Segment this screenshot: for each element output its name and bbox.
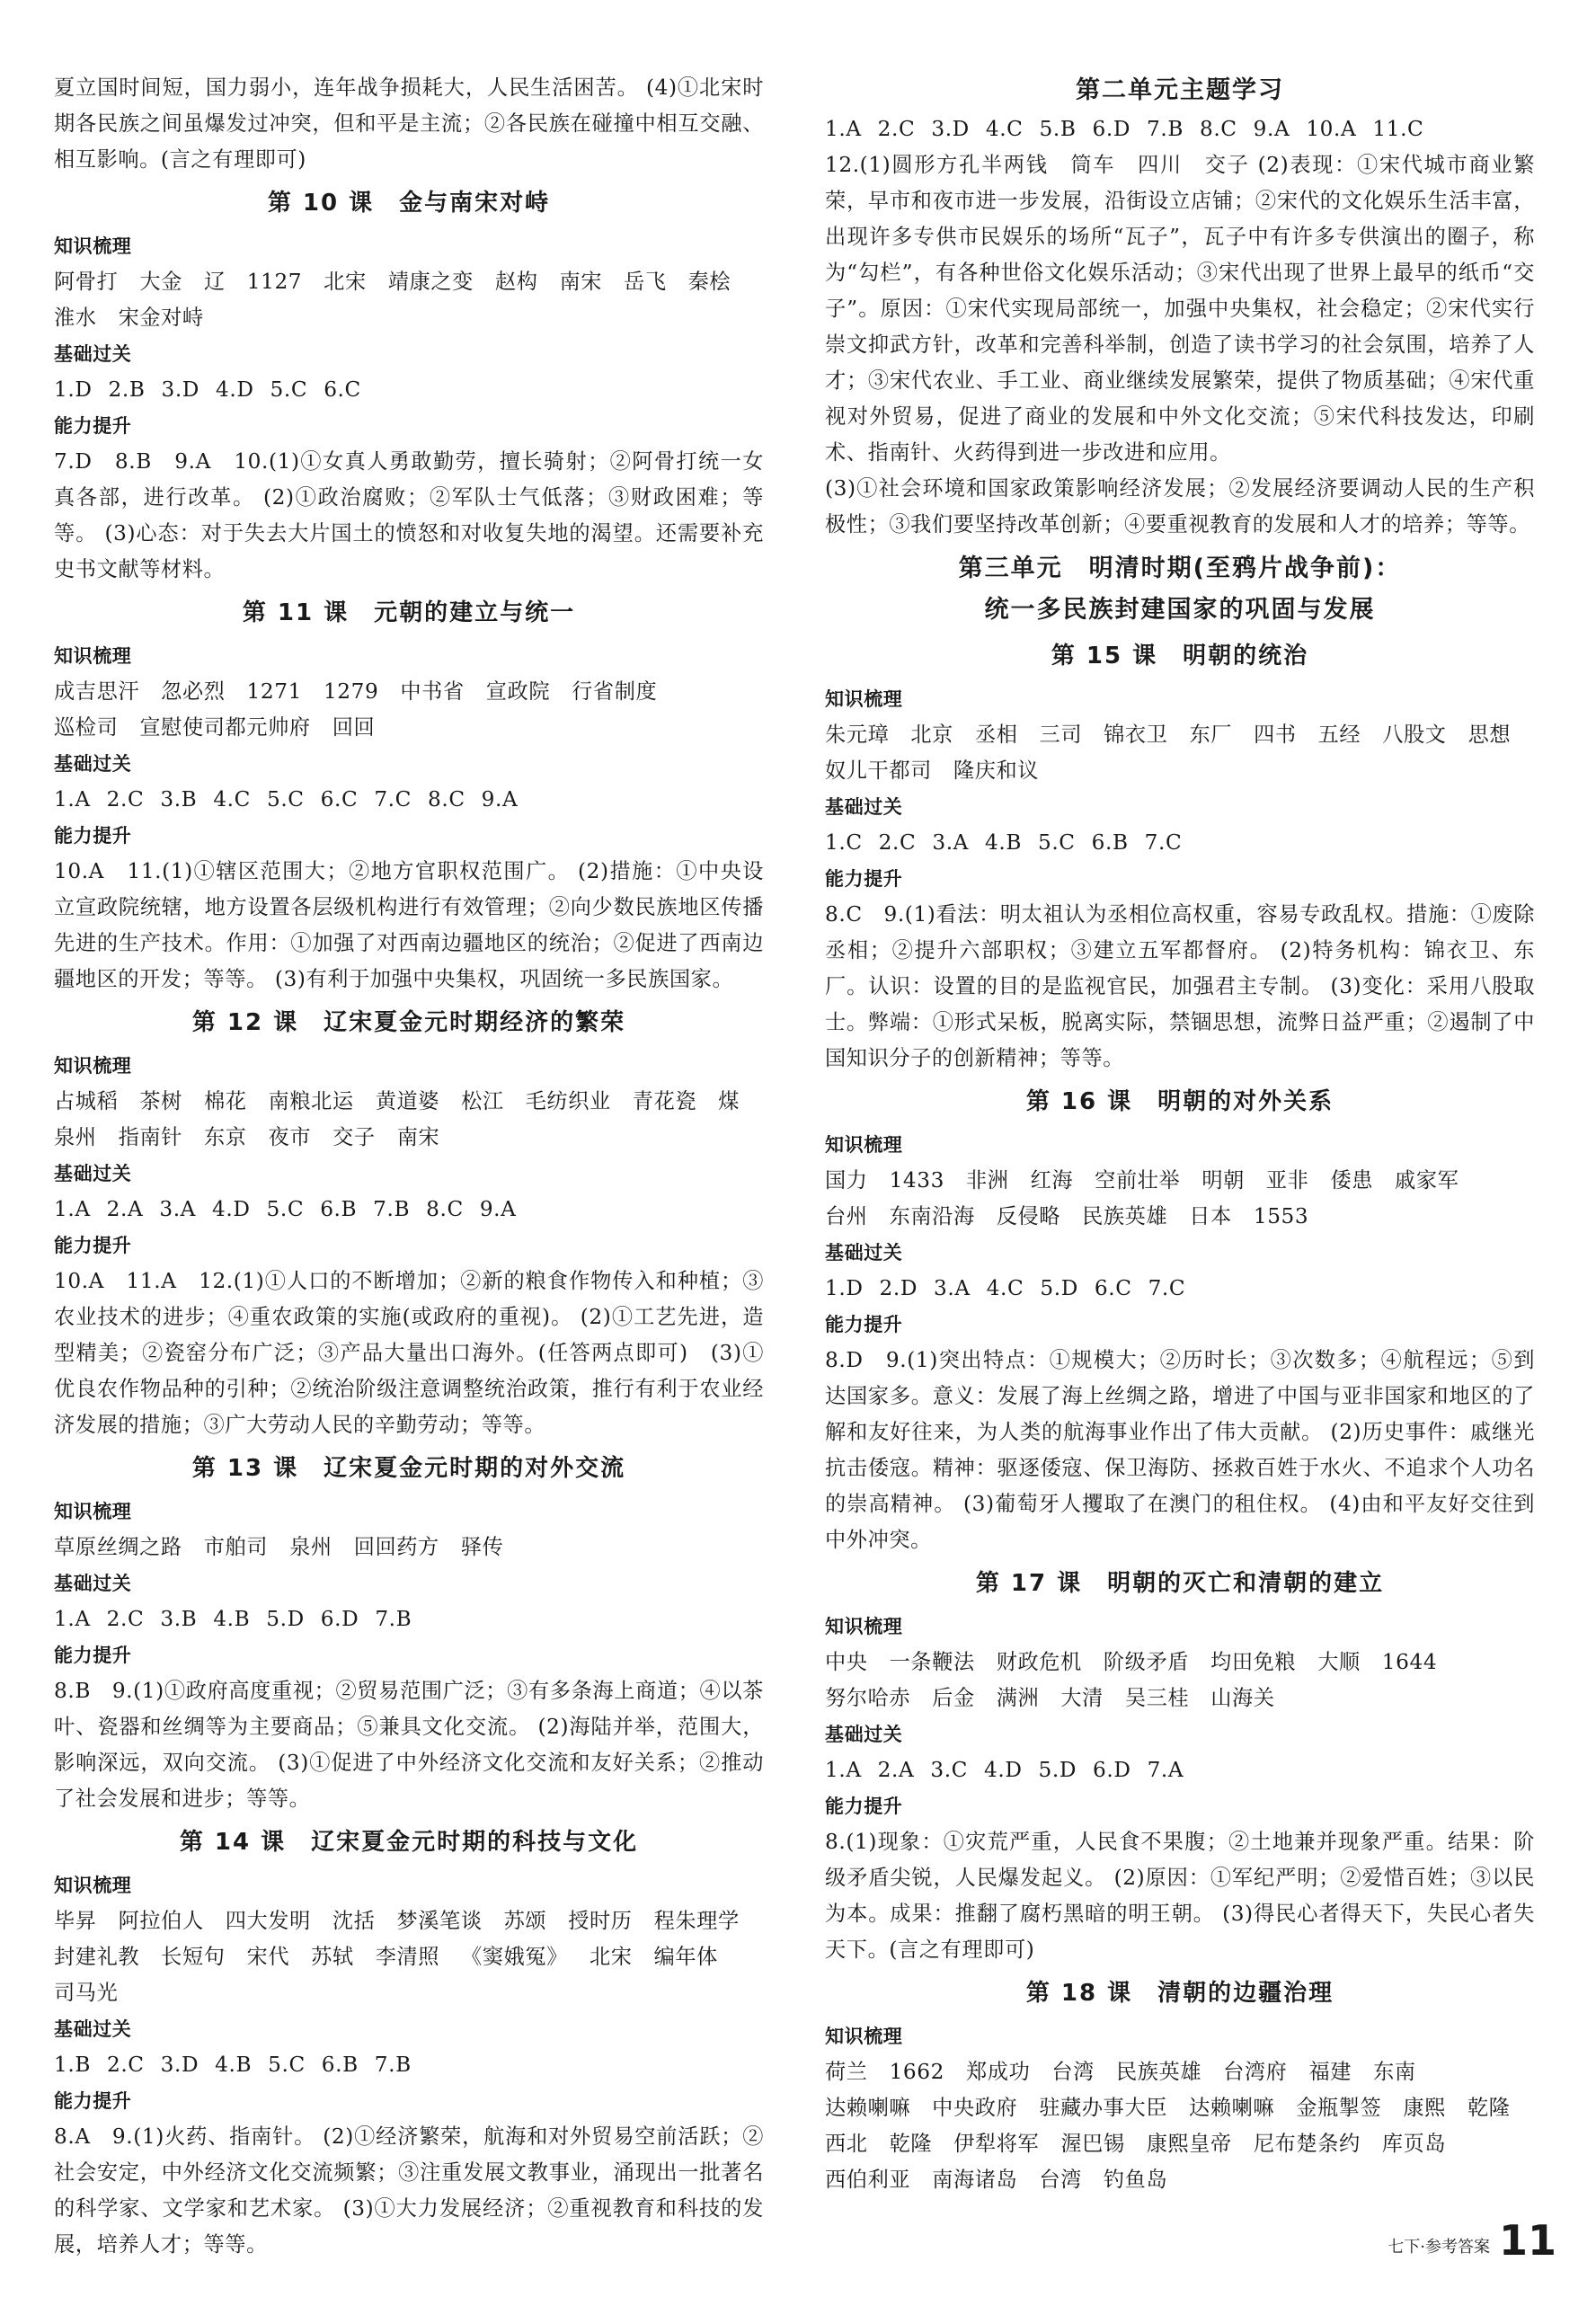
- lesson-10-terms-item: 淮水: [54, 306, 97, 330]
- lesson-14-basic-answers-item: 7.B: [374, 2053, 412, 2077]
- unit-2-answers-item: 8.C: [1199, 117, 1237, 141]
- ability-heading: 能力提升: [825, 868, 903, 890]
- knowledge-heading: 知识梳理: [825, 1134, 903, 1156]
- lesson-12-basic-answers-item: 3.A: [159, 1197, 197, 1221]
- lesson-16-terms-item: 倭患: [1330, 1168, 1374, 1193]
- lesson-10-terms-item: 1127: [246, 270, 303, 294]
- lesson-12-terms-item: 交子: [332, 1125, 376, 1149]
- lesson-15-terms-item: 思想: [1467, 723, 1512, 747]
- unit-2-answer-12: 12.(1)圆形方孔半两钱 筒车 四川 交子 (2)表现：①宋代城市商业繁荣，早市和夜市进一步发展，沿街设立店铺；②宋代的文化娱乐生活丰富，出现许多专供市民娱乐的场所“瓦子”，瓦子中有许多专供演出的圈子，称为“勾栏”，有各种世俗文化娱乐活动；③宋代出现了世界上最早的纸币“交子”。原因：①宋代实现局部统一，加强中央集权，社会稳定；②宋代实行崇文抑武方针，改革和完善科举制，创造了读书学习的社会氛围，培养了人才；③宋代农业、手工业、商业继续发展繁荣，提供了物质基础；④宋代重视对外贸易，促进了商业的发展和中外文化交流；⑤宋代科技发达，印刷术、指南针、火药得到进一步改进和应用。: [825, 153, 1535, 465]
- lesson-13-basic-answers-item: 6.D: [320, 1607, 359, 1631]
- intro-paragraph: 夏立国时间短，国力弱小，连年战争损耗大，人民生活困苦。 (4)①北宋时期各民族之间虽爆发过冲突，但和平是主流；②各民族在碰撞中相互交融、相互影响。(言之有理即可): [54, 75, 764, 172]
- lesson-10-basic-answers-item: 6.C: [324, 377, 361, 402]
- unit-3-title-line2: 统一多民族封建国家的巩固与发展: [984, 596, 1376, 624]
- lesson-17-terms-item: 中央: [825, 1650, 868, 1674]
- lesson-18-terms-item: 尼布楚条约: [1253, 2132, 1361, 2156]
- lesson-15-terms-item: 锦衣卫: [1104, 723, 1168, 747]
- unit-2-answers-item: 11.C: [1372, 117, 1424, 141]
- lesson-12-basic-answers-item: 4.D: [212, 1197, 251, 1221]
- lesson-14-ability-answers: 8.A 9.(1)火药、指南针。 (2)①经济繁荣，航海和对外贸易空前活跃；②社会安定，中外经济文化交流频繁；③注重发展文教事业，涌现出一批著名的科学家、文学家和艺术家。 (3)①大力发展经济；②重视教育和科技的发展，培养人才；等等。: [54, 2124, 764, 2257]
- lesson-14-terms-item: 宋代: [246, 1945, 290, 1969]
- lesson-13-terms: [54, 1530, 764, 1565]
- lesson-16-basic-answers: [825, 1271, 1535, 1307]
- lesson-15-terms-item: 朱元璋: [825, 723, 890, 747]
- lesson-16-basic-answers-item: 3.A: [934, 1276, 971, 1300]
- lesson-17-terms-item: 山海关: [1210, 1686, 1275, 1710]
- knowledge-heading: 知识梳理: [825, 2026, 903, 2047]
- lesson-12-terms-item: 指南针: [118, 1125, 182, 1149]
- knowledge-heading: 知识梳理: [54, 1501, 132, 1522]
- lesson-10-terms-item: 秦桧: [687, 270, 732, 294]
- lesson-17-terms-item: 阶级矛盾: [1103, 1650, 1190, 1674]
- lesson-13-terms-item: 泉州: [289, 1535, 332, 1559]
- basic-heading: 基础过关: [825, 796, 903, 818]
- lesson-17-terms-item: 大清: [1060, 1686, 1104, 1710]
- lesson-17-basic-answers-item: 3.C: [930, 1758, 969, 1782]
- lesson-17-terms-item: 满洲: [996, 1686, 1040, 1710]
- lesson-10-terms-item: 大金: [139, 270, 182, 294]
- lesson-16-basic-answers-item: 7.C: [1148, 1276, 1186, 1300]
- lesson-14-terms-item: 《窦娥冤》: [461, 1945, 568, 1969]
- lesson-18-terms-item: 库页岛: [1381, 2132, 1447, 2156]
- lesson-12-terms-item: 泉州: [54, 1125, 97, 1149]
- lesson-15-terms-item: 四书: [1254, 723, 1297, 747]
- lesson-10-basic-answers: [54, 372, 764, 408]
- ability-heading: 能力提升: [54, 415, 132, 437]
- lesson-11-title: 第 11 课 元朝的建立与统一: [242, 599, 576, 626]
- lesson-18-terms-item: 达赖喇嘛: [825, 2096, 911, 2120]
- lesson-11-basic-answers-item: 4.C: [213, 787, 251, 811]
- lesson-18-terms-item: 康熙皇帝: [1146, 2132, 1232, 2156]
- lesson-17-terms-item: 大顺: [1317, 1650, 1361, 1674]
- lesson-12-basic-answers-item: 2.A: [106, 1197, 144, 1221]
- lesson-14-basic-answers: [54, 2047, 764, 2083]
- lesson-16-terms-item: 反侵略: [996, 1204, 1061, 1228]
- knowledge-heading: 知识梳理: [54, 645, 132, 667]
- lesson-18-terms-item: 乾隆: [1467, 2096, 1511, 2120]
- lesson-12-terms-item: 东京: [203, 1125, 247, 1149]
- lesson-12-basic-answers-item: 8.C: [426, 1197, 464, 1221]
- lesson-15-basic-answers-item: 5.C: [1037, 830, 1076, 855]
- lesson-12-basic-answers-item: 7.B: [373, 1197, 411, 1221]
- page-footer: [1341, 2209, 1556, 2263]
- lesson-10-basic-answers-item: 2.B: [108, 377, 146, 402]
- lesson-10-terms-item: 靖康之变: [387, 270, 474, 294]
- lesson-14-basic-answers-item: 4.B: [215, 2053, 253, 2077]
- lesson-13-basic-answers-item: 4.B: [213, 1607, 251, 1631]
- lesson-15-basic-answers-item: 4.B: [985, 830, 1022, 855]
- lesson-10-terms-item: 阿骨打: [54, 270, 119, 294]
- unit-3-title-line1: 第三单元 明清时期(至鸦片战争前)：: [958, 554, 1402, 582]
- lesson-10-terms-item: 赵构: [494, 270, 538, 294]
- lesson-14-terms-item: 程朱理学: [653, 1909, 740, 1933]
- ability-heading: 能力提升: [825, 1314, 903, 1335]
- lesson-17-terms-item: 一条鞭法: [889, 1650, 975, 1674]
- lesson-12-basic-answers: [54, 1192, 764, 1228]
- lesson-12-terms: [54, 1084, 764, 1156]
- lesson-12-basic-answers-item: 1.A: [54, 1197, 91, 1221]
- lesson-16-terms-item: 亚非: [1265, 1168, 1309, 1193]
- lesson-12-terms-item: 青花瓷: [632, 1089, 697, 1113]
- lesson-13-basic-answers-item: 7.B: [375, 1607, 412, 1631]
- unit-2-theme-title: 第二单元主题学习: [1076, 76, 1284, 104]
- knowledge-heading: 知识梳理: [54, 1055, 132, 1077]
- lesson-18-terms-item: 西北: [825, 2132, 868, 2156]
- ability-heading: 能力提升: [825, 1796, 903, 1817]
- unit-2-answers-item: 4.C: [985, 117, 1024, 141]
- unit-2-answers-item: 6.D: [1092, 117, 1131, 141]
- lesson-17-terms: [825, 1645, 1535, 1716]
- basic-heading: 基础过关: [54, 753, 132, 775]
- lesson-16-terms-item: 1553: [1253, 1204, 1309, 1228]
- lesson-15-title: 第 15 课 明朝的统治: [1051, 643, 1309, 670]
- lesson-12-ability-answers: 10.A 11.A 12.(1)①人口的不断增加；②新的粮食作物传入和种植；③农业技术的进步；④重农政策的实施(或政府的重视)。 (2)①工艺先进，造型精美；②瓷窑分布广泛；③产品大量出口海外。(任答两点即可) (3)①优良农作物品种的引种；②统治阶级注意调整统治政策，推行有利于农业经济发展的措施；③广大劳动人民的辛勤劳动；等等。: [54, 1269, 764, 1437]
- unit-2-answers-item: 2.C: [877, 117, 916, 141]
- lesson-15-basic-answers: [825, 825, 1535, 861]
- lesson-16-terms-item: 国力: [825, 1168, 868, 1193]
- lesson-14-basic-answers-item: 1.B: [54, 2053, 91, 2077]
- lesson-17-basic-answers: [825, 1752, 1535, 1788]
- lesson-10-ability-answers: 7.D 8.B 9.A 10.(1)①女真人勇敢勤劳，擅长骑射；②阿骨打统一女真各部，进行改革。 (2)①政治腐败；②军队士气低落；③财政困难；等等。 (3)心态：对于失去大片国土的愤怒和对收复失地的渴望。还需要补充史书文献等材料。: [54, 449, 764, 581]
- lesson-14-basic-answers-item: 5.C: [268, 2053, 306, 2077]
- lesson-14-terms-item: 四大发明: [225, 1909, 311, 1933]
- lesson-14-terms-item: 沈括: [332, 1909, 376, 1933]
- lesson-13-title: 第 13 课 辽宋夏金元时期的对外交流: [191, 1455, 626, 1482]
- lesson-15-terms-item: 五经: [1317, 723, 1361, 747]
- lesson-17-basic-answers-item: 1.A: [825, 1758, 862, 1782]
- knowledge-heading: 知识梳理: [54, 235, 132, 257]
- lesson-15-basic-answers-item: 2.C: [878, 830, 917, 855]
- lesson-18-terms-item: 荷兰: [825, 2060, 868, 2084]
- lesson-15-terms-item: 八股文: [1382, 723, 1447, 747]
- ability-heading: 能力提升: [54, 825, 132, 847]
- knowledge-heading: 知识梳理: [825, 688, 903, 710]
- lesson-10-terms-item: 宋金对峙: [118, 306, 204, 330]
- basic-heading: 基础过关: [54, 1163, 132, 1184]
- lesson-16-ability-answers: 8.D 9.(1)突出特点：①规模大；②历时长；③次数多；④航程远；⑤到达国家多。意义：发展了海上丝绸之路，增进了中国与亚非国家和地区的了解和友好往来，为人类的航海事业作出了伟大贡献。 (2)历史事件：戚继光抗击倭寇。精神：驱逐倭寇、保卫海防、拯救百姓于水火、不追求个人功名的崇高精神。 (3)葡萄牙人攫取了在澳门的租住权。 (4)由和平友好交往到中外冲突。: [825, 1348, 1535, 1552]
- lesson-16-basic-answers-item: 1.D: [825, 1276, 864, 1300]
- lesson-11-basic-answers-item: 5.C: [266, 787, 305, 811]
- lesson-15-terms-item: 北京: [910, 723, 953, 747]
- lesson-15-basic-answers-item: 3.A: [932, 830, 970, 855]
- lesson-13-terms-item: 回回药方: [353, 1535, 439, 1559]
- unit-2-answers-item: 5.B: [1039, 117, 1077, 141]
- lesson-11-basic-answers-item: 6.C: [320, 787, 359, 811]
- lesson-13-basic-answers-item: 3.B: [160, 1607, 198, 1631]
- knowledge-heading: 知识梳理: [54, 1875, 132, 1896]
- lesson-15-terms-item: 隆庆和议: [953, 758, 1040, 783]
- lesson-17-basic-answers-item: 7.A: [1147, 1758, 1184, 1782]
- lesson-11-basic-answers-item: 3.B: [160, 787, 198, 811]
- lesson-12-terms-item: 毛纺织业: [525, 1089, 611, 1113]
- lesson-16-terms-item: 日本: [1189, 1204, 1232, 1228]
- lesson-12-terms-item: 茶树: [139, 1089, 182, 1113]
- lesson-12-terms-item: 黄道婆: [375, 1089, 440, 1113]
- footer-label: 七下·参考答案: [1388, 2238, 1490, 2257]
- lesson-17-terms-item: 1644: [1381, 1650, 1438, 1674]
- lesson-11-terms-item: 中书省: [400, 679, 465, 704]
- lesson-14-terms-item: 毕昇: [54, 1909, 97, 1933]
- lesson-18-terms-item: 台湾: [1051, 2060, 1095, 2084]
- lesson-17-terms-item: 吴三桂: [1124, 1686, 1190, 1710]
- lesson-18-terms-item: 中央政府: [932, 2096, 1018, 2120]
- basic-heading: 基础过关: [825, 1242, 903, 1264]
- lesson-13-ability-answers: 8.B 9.(1)①政府高度重视；②贸易范围广泛；③有多条海上商道；④以茶叶、瓷器和丝绸等为主要商品；⑤兼具文化交流。 (2)海陆并举，范围大，影响深远，双向交流。 (3)①促进了中外经济文化交流和友好关系；②推动了社会发展和进步；等等。: [54, 1679, 764, 1811]
- lesson-18-terms-item: 1662: [889, 2060, 944, 2084]
- basic-heading: 基础过关: [54, 343, 132, 365]
- lesson-16-basic-answers-item: 5.D: [1040, 1276, 1078, 1300]
- lesson-16-terms-item: 民族英雄: [1082, 1204, 1168, 1228]
- lesson-16-terms-item: 红海: [1030, 1168, 1074, 1193]
- ability-heading: 能力提升: [54, 1235, 132, 1256]
- lesson-12-basic-answers-item: 5.C: [266, 1197, 305, 1221]
- lesson-15-ability-answers: 8.C 9.(1)看法：明太祖认为丞相位高权重，容易专政乱权。措施：①废除丞相；②提升六部职权；③建立五军都督府。 (2)特务机构：锦衣卫、东厂。认识：设置的目的是监视官民，加强君主专制。 (3)变化：采用八股取士。弊端：①形式呆板，脱离实际，禁锢思想，流弊日益严重；②遏制了中国知识分子的创新精神；等等。: [825, 902, 1535, 1070]
- lesson-16-basic-answers-item: 6.C: [1094, 1276, 1132, 1300]
- lesson-14-terms-item: 司马光: [54, 1981, 119, 2005]
- left-column: [54, 70, 764, 2263]
- lesson-13-basic-answers-item: 2.C: [106, 1607, 145, 1631]
- lesson-14-terms-item: 阿拉伯人: [118, 1909, 204, 1933]
- lesson-16-terms-item: 1433: [889, 1168, 944, 1193]
- lesson-11-terms-item: 巡检司: [54, 715, 119, 740]
- lesson-14-terms-item: 授时历: [568, 1909, 633, 1933]
- lesson-10-terms-item: 辽: [203, 270, 226, 294]
- unit-2-answers-item: 1.A: [825, 117, 862, 141]
- lesson-11-ability-answers: 10.A 11.(1)①辖区范围大；②地方官职权范围广。 (2)措施：①中央设立宣政院统辖，地方设置各层级机构进行有效管理；②向少数民族地区传播先进的生产技术。作用：①加强了对西南边疆地区的统治；②促进了西南边疆地区的开发；等等。 (3)有利于加强中央集权，巩固统一多民族国家。: [54, 859, 764, 991]
- right-column: [825, 70, 1535, 2198]
- lesson-18-terms-item: 乾隆: [889, 2132, 933, 2156]
- lesson-18-terms-item: 台湾: [1039, 2168, 1082, 2192]
- lesson-16-terms-item: 非洲: [966, 1168, 1009, 1193]
- lesson-15-terms-item: 奴儿干都司: [825, 758, 932, 783]
- lesson-16-terms-item: 明朝: [1201, 1168, 1245, 1193]
- ability-heading: 能力提升: [54, 2090, 132, 2112]
- lesson-12-terms-item: 夜市: [268, 1125, 312, 1149]
- unit-2-answers-item: 3.D: [931, 117, 970, 141]
- unit-2-answers-item: 7.B: [1147, 117, 1184, 141]
- lesson-18-terms-item: 驻藏办事大臣: [1039, 2096, 1168, 2120]
- lesson-14-basic-answers-item: 3.D: [160, 2053, 200, 2077]
- lesson-15-basic-answers-item: 7.C: [1144, 830, 1183, 855]
- lesson-15-basic-answers-item: 6.B: [1091, 830, 1129, 855]
- unit-2-answers-item: 10.A: [1306, 117, 1357, 141]
- lesson-18-terms-item: 台湾府: [1223, 2060, 1288, 2084]
- lesson-18-terms-item: 康熙: [1403, 2096, 1446, 2120]
- lesson-11-basic-answers-item: 8.C: [428, 787, 466, 811]
- lesson-18-terms-item: 民族英雄: [1115, 2060, 1202, 2084]
- lesson-17-basic-answers-item: 4.D: [984, 1758, 1023, 1782]
- lesson-11-terms-item: 成吉思汗: [54, 679, 140, 704]
- basic-heading: 基础过关: [54, 1573, 132, 1594]
- lesson-15-terms-item: 东厂: [1189, 723, 1233, 747]
- ability-heading: 能力提升: [54, 1645, 132, 1666]
- lesson-11-basic-answers: [54, 782, 764, 818]
- lesson-17-basic-answers-item: 6.D: [1093, 1758, 1131, 1782]
- lesson-10-basic-answers-item: 3.D: [161, 377, 200, 402]
- lesson-13-terms-item: 草原丝绸之路: [54, 1535, 182, 1559]
- lesson-15-terms-item: 三司: [1039, 723, 1083, 747]
- lesson-12-basic-answers-item: 6.B: [320, 1197, 358, 1221]
- lesson-10-terms-item: 岳飞: [624, 270, 667, 294]
- lesson-16-title: 第 16 课 明朝的对外关系: [1025, 1088, 1334, 1115]
- lesson-16-terms-item: 东南沿海: [889, 1204, 975, 1228]
- lesson-18-terms: [825, 2054, 1535, 2198]
- lesson-10-title: 第 10 课 金与南宋对峙: [267, 190, 551, 217]
- lesson-18-terms-item: 达赖喇嘛: [1189, 2096, 1275, 2120]
- lesson-16-basic-answers-item: 2.D: [879, 1276, 918, 1300]
- lesson-14-terms-item: 苏颂: [503, 1909, 547, 1933]
- lesson-17-basic-answers-item: 5.D: [1038, 1758, 1077, 1782]
- lesson-14-terms-item: 梦溪笔谈: [396, 1909, 483, 1933]
- lesson-17-basic-answers-item: 2.A: [877, 1758, 915, 1782]
- lesson-11-terms-item: 宣慰使司都元帅府: [139, 715, 311, 740]
- lesson-10-terms-item: 北宋: [324, 270, 367, 294]
- lesson-15-terms: [825, 717, 1535, 789]
- lesson-16-terms-item: 台州: [825, 1204, 868, 1228]
- lesson-13-basic-answers-item: 5.D: [266, 1607, 305, 1631]
- lesson-18-terms-item: 金瓶掣签: [1296, 2096, 1382, 2120]
- lesson-14-basic-answers-item: 2.C: [106, 2053, 145, 2077]
- unit-2-answer-12-part3: (3)①社会环境和国家政策影响经济发展；②发展经济要调动人民的生产积极性；③我们要坚持改革创新；④要重视教育的发展和人才的培养；等等。: [825, 476, 1535, 537]
- lesson-13-basic-answers: [54, 1601, 764, 1637]
- lesson-17-ability-answers: 8.(1)现象：①灾荒严重，人民食不果腹；②土地兼并现象严重。结果：阶级矛盾尖锐，人民爆发起义。 (2)原因：①军纪严明；②爱惜百姓；③以民为本。成果：推翻了腐朽黑暗的明王朝。 (3)得民心者得天下，失民心者失天下。(言之有理即可): [825, 1830, 1535, 1962]
- lesson-18-terms-item: 伊犁将军: [953, 2132, 1040, 2156]
- lesson-10-basic-answers-item: 4.D: [216, 377, 254, 402]
- lesson-10-basic-answers-item: 5.C: [270, 377, 308, 402]
- lesson-11-terms-item: 宣政院: [485, 679, 551, 704]
- lesson-18-terms-item: 渥巴锡: [1060, 2132, 1125, 2156]
- lesson-11-terms-item: 1271: [246, 679, 302, 704]
- lesson-17-terms-item: 后金: [932, 1686, 975, 1710]
- lesson-17-terms-item: 财政危机: [996, 1650, 1082, 1674]
- lesson-13-basic-answers-item: 1.A: [54, 1607, 91, 1631]
- lesson-17-terms-item: 均田免粮: [1210, 1650, 1297, 1674]
- lesson-11-basic-answers-item: 1.A: [54, 787, 91, 811]
- lesson-18-terms-item: 福建: [1308, 2060, 1352, 2084]
- lesson-13-terms-item: 市舶司: [203, 1535, 269, 1559]
- unit-2-answers: [825, 111, 1535, 147]
- lesson-14-terms-item: 北宋: [590, 1945, 633, 1969]
- lesson-14-terms-item: 苏轼: [311, 1945, 354, 1969]
- lesson-11-terms-item: 忽必烈: [161, 679, 226, 704]
- lesson-13-terms-item: 驿传: [460, 1535, 504, 1559]
- lesson-17-title: 第 17 课 明朝的灭亡和清朝的建立: [975, 1570, 1385, 1597]
- lesson-11-basic-answers-item: 2.C: [106, 787, 145, 811]
- lesson-14-title: 第 14 课 辽宋夏金元时期的科技与文化: [179, 1829, 639, 1856]
- lesson-11-basic-answers-item: 9.A: [481, 787, 519, 811]
- basic-heading: 基础过关: [54, 2018, 132, 2040]
- lesson-16-terms: [825, 1163, 1535, 1235]
- lesson-12-terms-item: 南粮北运: [268, 1089, 354, 1113]
- basic-heading: 基础过关: [825, 1724, 903, 1745]
- lesson-15-basic-answers-item: 1.C: [825, 830, 863, 855]
- lesson-10-basic-answers-item: 1.D: [54, 377, 93, 402]
- lesson-12-title: 第 12 课 辽宋夏金元时期经济的繁荣: [191, 1009, 626, 1036]
- lesson-10-terms-item: 南宋: [559, 270, 603, 294]
- unit-2-answers-item: 9.A: [1253, 117, 1290, 141]
- lesson-16-terms-item: 戚家军: [1395, 1168, 1459, 1193]
- lesson-12-terms-item: 松江: [461, 1089, 504, 1113]
- lesson-12-basic-answers-item: 9.A: [479, 1197, 517, 1221]
- lesson-18-title: 第 18 课 清朝的边疆治理: [1025, 1980, 1334, 2007]
- lesson-15-terms-item: 丞相: [974, 723, 1018, 747]
- lesson-10-terms: [54, 264, 764, 336]
- lesson-14-terms: [54, 1903, 764, 2011]
- lesson-14-terms-item: 李清照: [375, 1945, 440, 1969]
- knowledge-heading: 知识梳理: [825, 1616, 903, 1637]
- lesson-14-terms-item: 封建礼教: [54, 1945, 140, 1969]
- page-number: 11: [1498, 2216, 1556, 2265]
- lesson-18-terms-item: 钓鱼岛: [1103, 2168, 1168, 2192]
- lesson-11-basic-answers-item: 7.C: [374, 787, 412, 811]
- lesson-11-terms-item: 回回: [332, 715, 376, 740]
- lesson-18-terms-item: 郑成功: [966, 2060, 1031, 2084]
- lesson-14-basic-answers-item: 6.B: [321, 2053, 359, 2077]
- lesson-12-terms-item: 煤: [718, 1089, 740, 1113]
- lesson-11-terms-item: 行省制度: [572, 679, 658, 704]
- lesson-12-terms-item: 南宋: [396, 1125, 440, 1149]
- lesson-12-terms-item: 占城稻: [54, 1089, 119, 1113]
- lesson-16-basic-answers-item: 4.C: [986, 1276, 1024, 1300]
- lesson-18-terms-item: 西伯利亚: [825, 2168, 911, 2192]
- lesson-11-terms: [54, 674, 764, 746]
- lesson-12-terms-item: 棉花: [203, 1089, 247, 1113]
- lesson-14-terms-item: 编年体: [653, 1945, 718, 1969]
- lesson-18-terms-item: 东南: [1373, 2060, 1416, 2084]
- lesson-14-terms-item: 长短句: [161, 1945, 226, 1969]
- lesson-16-terms-item: 空前壮举: [1095, 1168, 1181, 1193]
- lesson-11-terms-item: 1279: [323, 679, 379, 704]
- lesson-17-terms-item: 努尔哈赤: [825, 1686, 911, 1710]
- lesson-18-terms-item: 南海诸岛: [932, 2168, 1018, 2192]
